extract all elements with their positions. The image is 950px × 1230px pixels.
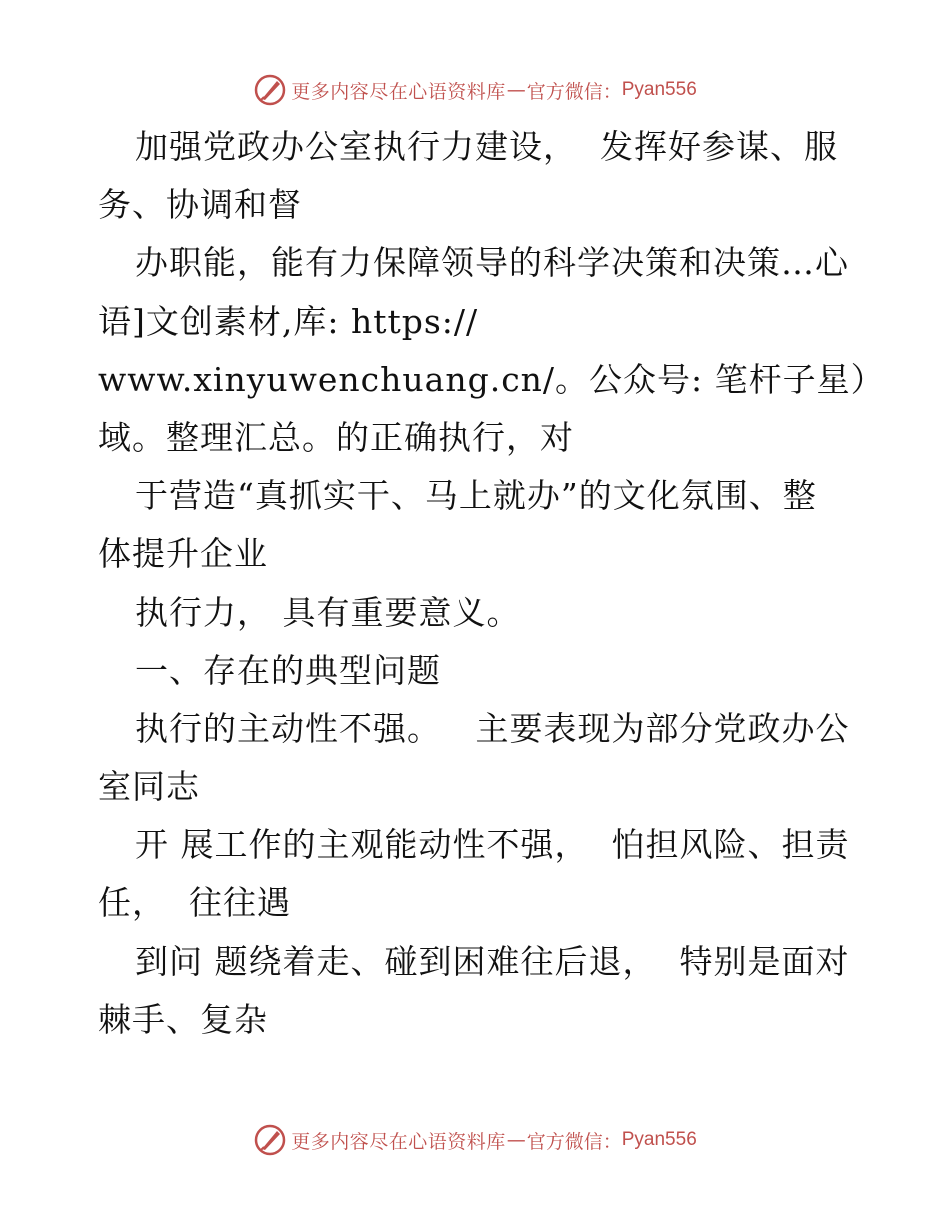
banner-tagline: 更多内容尽在心语资料库: [291, 80, 506, 103]
text-line: 于营造“真抓实干、马上就办”的文化氛围、整: [135, 476, 817, 516]
text-line: 办职能，能有力保障领导的科学决策和决策…心: [135, 243, 849, 283]
footer-banner: [0, 1120, 950, 1160]
text-line: 域。整理汇总。的正确执行，对: [98, 417, 574, 457]
banner-wechat-id: Pyan556: [621, 1129, 697, 1150]
document-body: [98, 118, 885, 1049]
text-line: 执行的主动性不强。 主要表现为部分党政办公: [135, 708, 850, 748]
text-line: 语]文创素材,库: https://: [98, 301, 479, 341]
text-line: 体提升企业: [98, 534, 268, 574]
text-line: 任， 往往遇: [98, 883, 291, 923]
text-line: 到问 题绕着走、碰到困难往后退， 特别是面对: [135, 941, 850, 981]
text-line: 执行力， 具有重要意义。: [135, 592, 521, 632]
text-line: 务、协调和督: [98, 185, 302, 225]
banner-tagline: 更多内容尽在心语资料库: [291, 1130, 506, 1153]
banner-wechat-id: Pyan556: [621, 79, 697, 100]
text-line: 棘手、复杂: [98, 999, 268, 1039]
banner-wechat-label: 官方微信：: [526, 1130, 622, 1153]
text-line: www.xinyuwenchuang.cn/。公众号: 笔杆子星）: [98, 359, 885, 399]
text-line: 加强党政办公室执行力建设， 发挥好参谋、服: [135, 127, 838, 166]
text-line: 室同志: [98, 767, 200, 807]
feather-pen-logo-icon: [253, 1123, 287, 1157]
banner-separator: —: [506, 1129, 526, 1151]
text-line: 开 展工作的主观能动性不强， 怕担风险、担责: [135, 825, 850, 865]
feather-pen-logo-icon: [253, 73, 287, 107]
banner-wechat-label: 官方微信：: [526, 80, 622, 103]
banner-separator: —: [506, 79, 526, 101]
text-line: 一、存在的典型问题: [135, 650, 441, 690]
header-banner: [0, 70, 950, 110]
